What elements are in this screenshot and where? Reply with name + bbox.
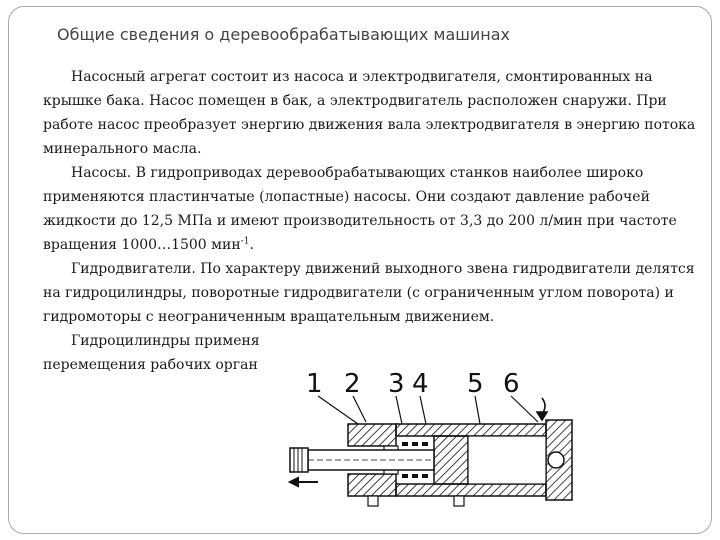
figure-label-3: 3 (388, 369, 405, 399)
paragraph-hydromotors (43, 257, 709, 329)
cylinder-chamber (468, 436, 546, 484)
figure-label-1: 1 (306, 369, 323, 399)
direction-arrow (290, 478, 318, 486)
figure-label-2: 2 (344, 369, 361, 399)
left-cap-bottom (348, 474, 396, 496)
rod-end (290, 448, 308, 472)
flow-arrow (537, 398, 547, 420)
figure-label-5: 5 (467, 369, 484, 399)
slide-body (43, 65, 709, 377)
figure-label-6: 6 (503, 369, 520, 399)
port-hole (548, 452, 564, 468)
cylinder-wall-top (396, 424, 546, 436)
leader-lines (318, 396, 538, 424)
left-cap-top (348, 424, 396, 446)
paragraph-pump-unit-text: Насосный агрегат состоит из насоса и электродвигателя, смонтированных на крышке бака. Насос помещен в бак, а электродвигатель расположен снаружи. При работе насос преобразует энергию движения вала электродвигателя в энергию потока минерального масла. (43, 69, 696, 157)
cylinder-wall-bottom (396, 484, 546, 496)
paragraph-cylinders (43, 329, 293, 377)
paragraph-pumps (43, 161, 709, 257)
paragraph-hydromotors-text: Гидродвигатели. По характеру движений выходного звена гидродвигатели делятся на гидроцилиндры, поворотные гидродвигатели (с ограниченным углом поворота) и гидромоторы с неограниченным вращательным движением. (43, 261, 695, 325)
paragraph-pumps-end: . (249, 237, 254, 253)
cylinder-drawing (284, 362, 584, 524)
slide-title: Общие сведения о деревообрабатывающих машинах (57, 25, 511, 44)
paragraph-cylinders-line1: Гидроцилиндры применя (71, 333, 260, 349)
paragraph-pumps-text: Насосы. В гидроприводах деревообрабатывающих станков наиболее широко применяются пластинчатые (лопастные) насосы. Они создают давление рабочей жидкости до 12,5 МПа и имеют производительность от 3,3 до 200 л/мин при частоте вращения 1000…1500 мин (43, 165, 677, 253)
paragraph-cylinders-line2: перемещения рабочих орган (43, 357, 258, 373)
figure-label-4: 4 (412, 369, 429, 399)
paragraph-pumps-superscript: -1 (240, 236, 250, 247)
paragraph-pump-unit (43, 65, 709, 161)
bottom-port-left (368, 496, 378, 506)
hydraulic-cylinder-figure (284, 362, 584, 524)
piston (434, 436, 468, 484)
bottom-port (454, 496, 464, 506)
